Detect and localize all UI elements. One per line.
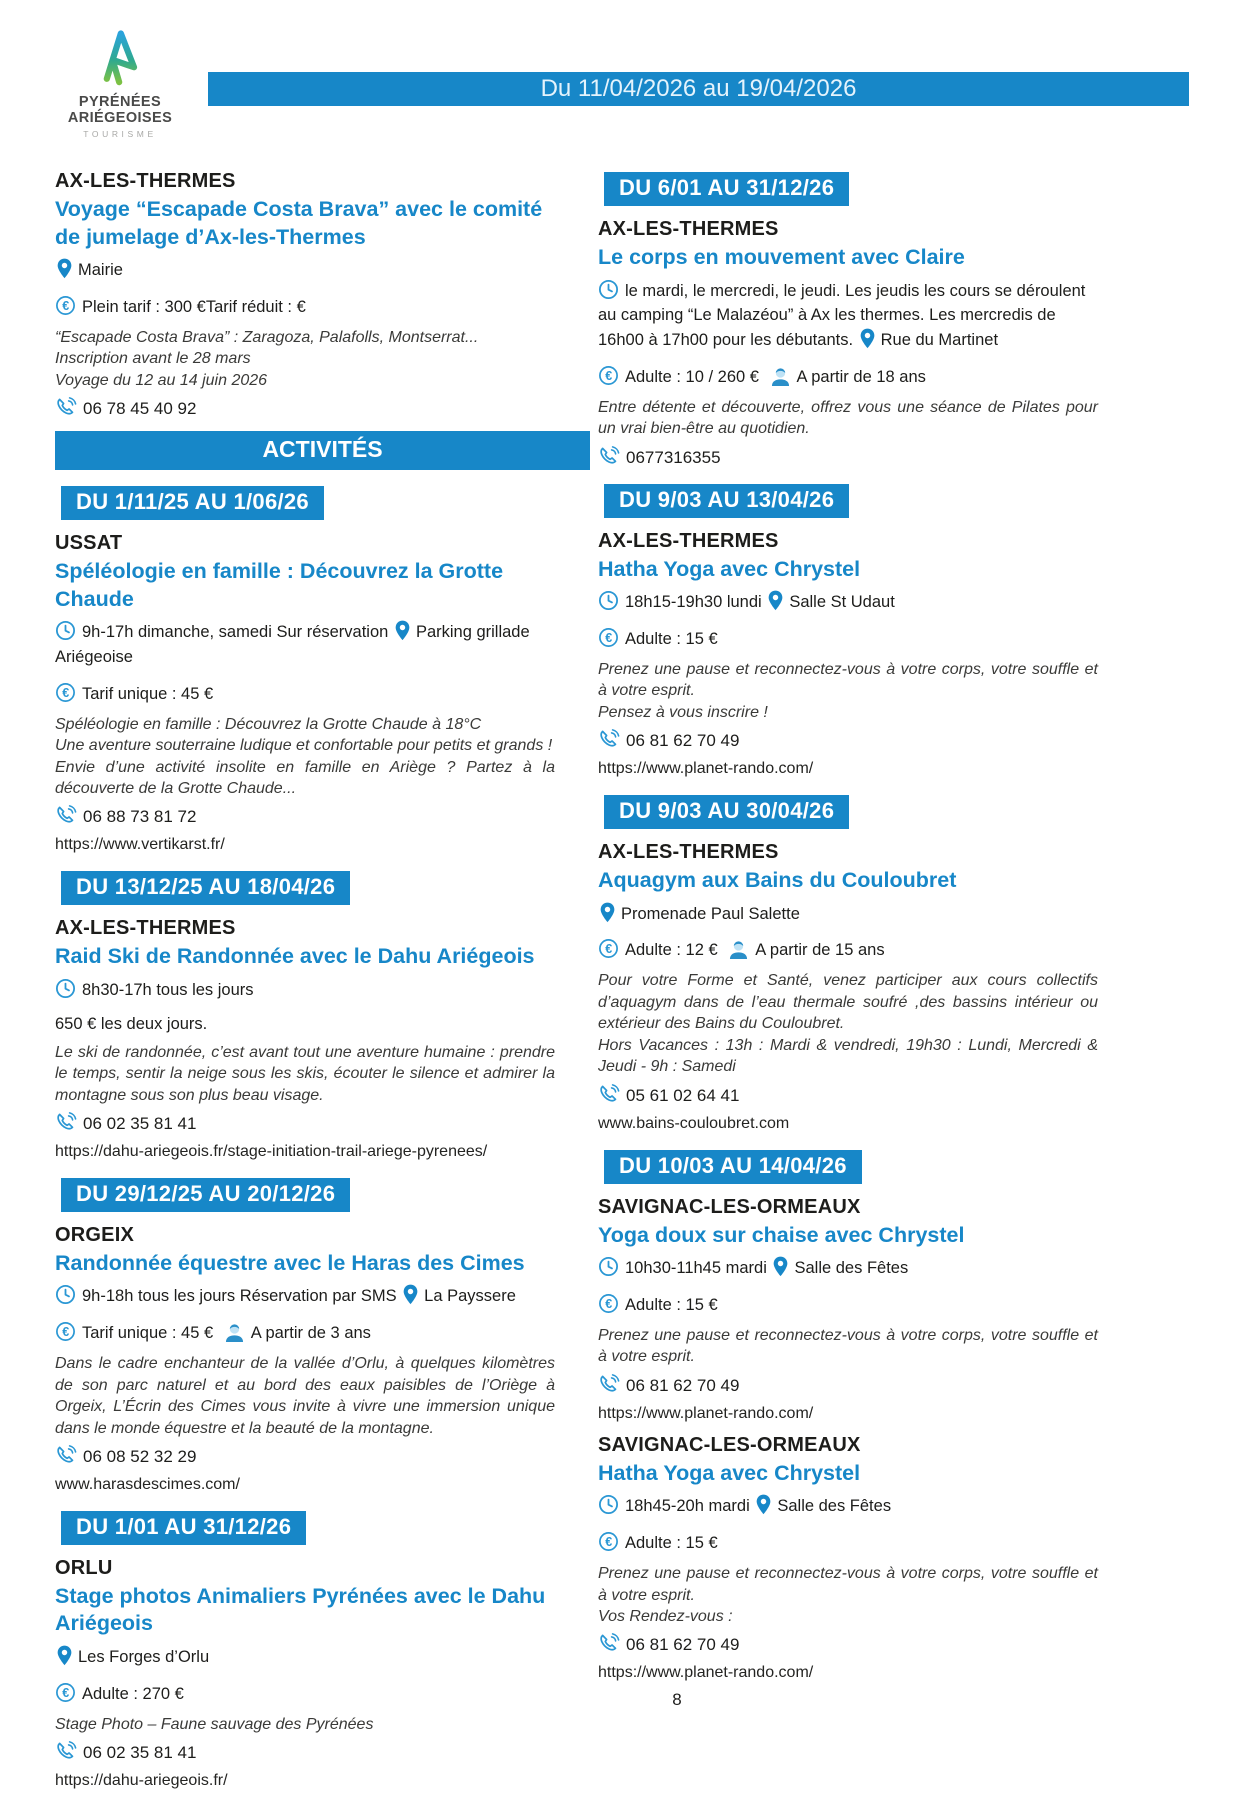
svg-text:€: € [62, 685, 70, 700]
location-pin-icon [57, 1645, 72, 1670]
event-location: Salle des Fêtes [794, 1259, 909, 1278]
event-phone: 06 88 73 81 72 [83, 807, 197, 827]
event-meta-line [598, 1256, 1098, 1281]
event-meta-line [598, 279, 1098, 353]
event-city: AX-LES-THERMES [598, 841, 779, 864]
event-title: Stage photos Animaliers Pyrénées avec le Dahu Ariégeois [55, 1583, 546, 1636]
euro-icon [55, 682, 76, 704]
event-phone-line [598, 728, 1098, 751]
date-range-banner: DU 13/12/25 AU 18/04/26 [61, 871, 350, 905]
event-card [55, 1172, 555, 1494]
event-meta-line [55, 620, 555, 670]
phone-icon [598, 1632, 620, 1655]
phone-icon [55, 804, 77, 827]
event-description [55, 1714, 555, 1735]
section-banner: ACTIVITÉS [55, 431, 590, 470]
event-phone: 06 08 52 32 29 [83, 1446, 197, 1466]
event-url[interactable]: https://www.vertikarst.fr/ [55, 836, 225, 854]
euro-icon [55, 295, 76, 317]
event-schedule: 18h15-19h30 lundi [625, 593, 762, 612]
event-phone: 06 81 62 70 49 [626, 1635, 740, 1655]
clock-icon [55, 1284, 76, 1309]
event-city: USSAT [55, 532, 123, 555]
euro-icon [598, 1293, 619, 1315]
event-schedule: 9h-18h tous les jours Réservation par SMS [82, 1287, 397, 1306]
events-content [0, 158, 1240, 1801]
event-description-line: “Escapade Costa Brava” : Zaragoza, Palafolls, Montserrat... [55, 328, 479, 346]
event-title: Spéléologie en famille : Découvrez la Grotte Chaude [55, 559, 504, 611]
event-phone-line [598, 1373, 1098, 1396]
date-range-banner: DU 9/03 AU 13/04/26 [604, 484, 849, 518]
event-description [598, 1325, 1098, 1368]
event-url[interactable]: www.bains-couloubret.com [598, 1114, 790, 1132]
event-description-line: Vos Rendez-vous : [598, 1607, 733, 1625]
event-card [598, 166, 1098, 468]
event-description-line: Envie d’une activité insolite en famille en Ariège ? Partez à la découverte de la Grotte Chaude... [55, 758, 555, 797]
phone-icon [55, 1444, 77, 1467]
event-meta-line [598, 902, 1098, 927]
event-description-line: Inscription avant le 28 mars [55, 350, 251, 368]
euro-icon [598, 1531, 619, 1553]
event-city: SAVIGNAC-LES-ORMEAUX [598, 1195, 861, 1218]
euro-icon [55, 1321, 76, 1343]
event-meta-line [55, 258, 555, 283]
event-phone-line [598, 1632, 1098, 1655]
event-card [598, 1144, 1098, 1423]
location-pin-icon [860, 328, 875, 353]
event-city: SAVIGNAC-LES-ORMEAUX [598, 1433, 861, 1456]
date-range-banner: DU 9/03 AU 30/04/26 [604, 795, 849, 829]
location-pin-icon [773, 1256, 788, 1281]
event-location: Salle St Udaut [789, 593, 895, 612]
event-description-line: Prenez une pause et reconnectez-vous à votre corps, votre souffle et à votre esprit. [598, 1326, 1098, 1366]
event-location: Les Forges d’Orlu [78, 1648, 210, 1666]
event-description-line: Dans le cadre enchanteur de la vallée d’Orlu, à quelques kilomètres de son parc naturel et au bord des eaux paisibles de l’Oriège à Orgeix, L’Écrin des Cimes vous invite à vivre une immersion unique dans le monde équestre et la beauté de la montagne. [55, 1355, 555, 1437]
event-phone-line [55, 396, 555, 419]
event-schedule: 18h45-20h mardi [625, 1497, 750, 1516]
event-phone: 06 78 45 40 92 [83, 399, 197, 419]
event-price: Adulte : 270 € [82, 1684, 184, 1703]
event-description-line: Entre détente et découverte, offrez vous une séance de Pilates pour un vrai bien-être au quotidien. [598, 398, 1098, 438]
phone-icon [598, 1373, 620, 1396]
euro-icon [598, 365, 619, 387]
clock-icon [55, 978, 76, 1003]
event-description [598, 1563, 1098, 1627]
event-description-line: Le ski de randonnée, c’est avant tout une aventure humaine : prendre le temps, sentir la neige sous les skis, écouter le silence et admirer la montagne sous son plus beau visage. [55, 1043, 555, 1104]
location-pin-icon [756, 1494, 771, 1519]
date-range-banner: DU 1/01 AU 31/12/26 [61, 1511, 306, 1545]
phone-icon [55, 1111, 77, 1134]
event-card [55, 865, 555, 1161]
event-meta-line [55, 1284, 555, 1309]
event-description [55, 327, 555, 391]
event-price-line [598, 938, 1098, 960]
date-range-banner: DU 6/01 AU 31/12/26 [604, 172, 849, 206]
page-number: 8 [672, 1690, 682, 1709]
event-title: Aquagym aux Bains du Couloubret [598, 868, 957, 893]
event-price: Adulte : 12 € [625, 941, 718, 960]
person-icon [224, 1323, 245, 1343]
event-description-line: Pensez à vous inscrire ! [598, 703, 768, 721]
event-url[interactable]: https://www.planet-rando.com/ [598, 1404, 814, 1422]
event-description [598, 970, 1098, 1077]
event-url[interactable]: https://www.planet-rando.com/ [598, 1664, 814, 1682]
event-location: Promenade Paul Salette [621, 904, 800, 923]
event-description-line: Hors Vacances : 13h : Mardi & vendredi, 19h30 : Lundi, Mercredi & Jeudi - 9h : Samedi [598, 1036, 1098, 1076]
left-column [55, 166, 555, 1801]
phone-icon [598, 728, 620, 751]
date-range-header-bar [208, 72, 1189, 106]
event-meta-line [55, 978, 555, 1003]
person-icon [728, 940, 749, 960]
event-city: ORGEIX [55, 1223, 134, 1246]
event-phone-line [55, 1111, 555, 1134]
svg-text:€: € [605, 368, 613, 383]
event-age: A partir de 15 ans [755, 941, 885, 960]
event-url[interactable]: https://www.planet-rando.com/ [598, 760, 814, 778]
event-price-line [55, 1321, 555, 1343]
euro-icon [598, 938, 619, 960]
event-title: Hatha Yoga avec Chrystel [598, 1460, 861, 1485]
event-phone-line [598, 1083, 1098, 1106]
event-description-line: Spéléologie en famille : Découvrez la Grotte Chaude à 18°C [55, 715, 482, 733]
event-phone: 06 02 35 81 41 [83, 1113, 197, 1133]
event-schedule: 9h-17h dimanche, samedi Sur réservation [82, 623, 389, 642]
location-pin-icon [600, 902, 615, 927]
svg-text:€: € [605, 630, 613, 645]
event-price-line [598, 1531, 1098, 1553]
event-meta-line [55, 1645, 555, 1670]
event-description [55, 1042, 555, 1106]
date-range-banner: DU 1/11/25 AU 1/06/26 [61, 486, 324, 520]
event-price-plain: 650 € les deux jours. [55, 1014, 208, 1033]
phone-icon [55, 1740, 77, 1763]
location-pin-icon [57, 258, 72, 283]
svg-text:€: € [605, 1535, 613, 1550]
event-location: Parking grillade Ariégeoise [55, 623, 530, 666]
event-card [598, 789, 1098, 1132]
event-location: Salle des Fêtes [777, 1497, 892, 1516]
event-age: A partir de 18 ans [796, 367, 926, 386]
event-card [55, 1505, 555, 1790]
event-price: Plein tarif : 300 €Tarif réduit : € [82, 297, 306, 316]
logo-a-icon [91, 26, 149, 92]
event-card [55, 170, 555, 419]
event-price-line [598, 1293, 1098, 1315]
svg-text:€: € [605, 1296, 613, 1311]
pyrenees-ariegeoises-logo [52, 26, 188, 139]
event-price-line [55, 295, 555, 317]
event-description [55, 714, 555, 800]
event-phone-line [55, 1444, 555, 1467]
event-card [598, 1434, 1098, 1683]
right-column [598, 166, 1098, 1693]
event-title: Voyage “Escapade Costa Brava” avec le comité de jumelage d’Ax-les-Thermes [55, 197, 543, 249]
clock-icon [598, 1494, 619, 1519]
logo-text-line2: ARIÉGEOISES [67, 110, 173, 127]
phone-icon [55, 396, 77, 419]
event-phone: 0677316355 [626, 447, 721, 467]
event-price: Adulte : 15 € [625, 1295, 718, 1314]
event-description-line: Prenez une pause et reconnectez-vous à votre corps, votre souffle et à votre esprit. [598, 1565, 1098, 1604]
event-phone: 06 81 62 70 49 [626, 1375, 740, 1395]
event-title: Raid Ski de Randonnée avec le Dahu Ariégeois [55, 944, 535, 969]
clock-icon [598, 279, 619, 304]
event-location: Mairie [78, 261, 123, 280]
event-schedule: 10h30-11h45 mardi [625, 1259, 767, 1278]
event-phone-line [55, 1740, 555, 1763]
event-phone-line [55, 804, 555, 827]
phone-icon [598, 1083, 620, 1106]
header-date-range: Du 11/04/2026 au 19/04/2026 [540, 75, 857, 102]
page-header [0, 0, 1240, 158]
event-city: ORLU [55, 1556, 113, 1579]
euro-icon [598, 627, 619, 649]
event-title: Randonnée équestre avec le Haras des Cimes [55, 1250, 525, 1275]
event-price-line [598, 627, 1098, 649]
location-pin-icon [395, 620, 410, 645]
phone-icon [598, 445, 620, 468]
event-price: Adulte : 15 € [625, 1534, 718, 1553]
event-description [598, 659, 1098, 723]
event-schedule: 8h30-17h tous les jours [82, 980, 254, 999]
clock-icon [55, 620, 76, 645]
location-pin-icon [768, 590, 783, 615]
event-price: Tarif unique : 45 € [82, 1324, 214, 1343]
event-description-line: Une aventure souterraine ludique et confortable pour petits et grands ! [55, 737, 553, 755]
event-description [55, 1353, 555, 1439]
event-schedule: le mardi, le mercredi, le jeudi. Les jeudis les cours se déroulent au camping “Le Malazéou” à Ax les thermes. Les mercredis de 16h00 à 17h00 pour les débutants. [598, 281, 1086, 350]
date-range-banner: DU 29/12/25 AU 20/12/26 [61, 1178, 350, 1212]
event-price-line [598, 365, 1098, 387]
event-meta-line [598, 1494, 1098, 1519]
event-phone: 06 02 35 81 41 [83, 1743, 197, 1763]
event-city: AX-LES-THERMES [598, 218, 779, 240]
event-meta-line [598, 590, 1098, 615]
event-description-line: Stage Photo – Faune sauvage des Pyrénées [55, 1715, 374, 1733]
event-description-line: Prenez une pause et reconnectez-vous à votre corps, votre souffle et à votre esprit. [598, 660, 1098, 700]
event-price: Adulte : 15 € [625, 629, 718, 648]
event-url[interactable]: www.harasdescimes.com/ [55, 1475, 240, 1493]
logo-text-tourisme: TOURISME [83, 129, 157, 140]
location-pin-icon [403, 1284, 418, 1309]
event-city: AX-LES-THERMES [55, 170, 236, 192]
event-description-line: Pour votre Forme et Santé, venez participer aux cours collectifs d’aquagym dans de l’eau thermale soufré ,des bassins intérieur ou extérieur des Bains du Couloubret. [598, 972, 1098, 1033]
svg-text:€: € [605, 942, 613, 957]
event-location: La Payssere [424, 1287, 516, 1306]
event-city: AX-LES-THERMES [598, 529, 779, 552]
event-url[interactable]: https://dahu-ariegeois.fr/stage-initiation-trail-ariege-pyrenees/ [55, 1142, 488, 1160]
event-description-line: Voyage du 12 au 14 juin 2026 [55, 371, 268, 389]
event-title: Le corps en mouvement avec Claire [598, 245, 965, 269]
clock-icon [598, 1256, 619, 1281]
event-phone: 06 81 62 70 49 [626, 731, 740, 751]
event-card [55, 480, 555, 854]
event-age: A partir de 3 ans [250, 1324, 371, 1343]
event-price: Adulte : 10 / 260 € [625, 367, 759, 386]
event-phone-line [598, 445, 1098, 468]
svg-text:€: € [62, 1325, 70, 1340]
event-phone: 05 61 02 64 41 [626, 1085, 740, 1105]
svg-text:€: € [62, 1685, 70, 1700]
clock-icon [598, 590, 619, 615]
person-icon [770, 367, 791, 387]
event-card [598, 478, 1098, 779]
event-description [598, 397, 1098, 440]
event-title: Hatha Yoga avec Chrystel [598, 556, 861, 581]
event-title: Yoga doux sur chaise avec Chrystel [598, 1222, 965, 1247]
svg-text:€: € [62, 298, 70, 313]
event-price-line [55, 682, 555, 704]
event-url[interactable]: https://dahu-ariegeois.fr/ [55, 1772, 228, 1790]
date-range-banner: DU 10/03 AU 14/04/26 [604, 1150, 862, 1184]
event-price: Tarif unique : 45 € [82, 684, 214, 703]
event-location: Rue du Martinet [880, 331, 999, 350]
logo-text-line1: PYRÉNÉES [78, 94, 162, 110]
event-city: AX-LES-THERMES [55, 917, 236, 940]
